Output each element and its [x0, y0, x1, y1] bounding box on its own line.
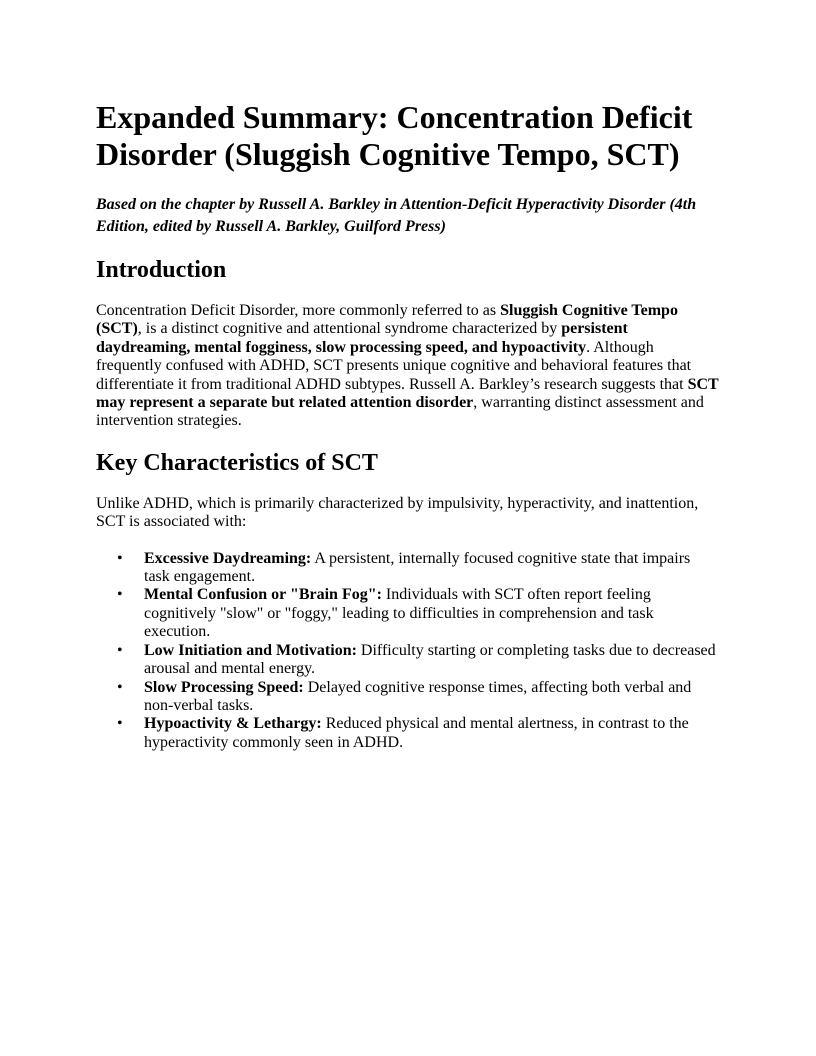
bullet-icon: • [117, 678, 123, 696]
bullet-icon: • [117, 549, 123, 567]
document-title: Expanded Summary: Concentration Deficit Disorder (Sluggish Cognitive Tempo, SCT) [96, 99, 693, 172]
intro-segment: , is a distinct cognitive and attentional syndrome characterized by [137, 320, 562, 338]
item-term: Hypoactivity & Lethargy: [144, 715, 322, 733]
key-characteristics-intro: Unlike ADHD, which is primarily characterized by impulsivity, hyperactivity, and inattention, SCT is associated with: [96, 494, 699, 531]
item-term: Low Initiation and Motivation: [144, 641, 357, 659]
characteristics-list [96, 550, 720, 752]
intro-segment: . Although frequently confused with ADHD, SCT presents unique cognitive and behavioral features that differentiate it from traditional ADHD subtypes. Russell A. Barkley’s research suggests that [96, 338, 692, 393]
list-item [117, 586, 720, 641]
bullet-icon: • [117, 715, 123, 733]
list-item [117, 678, 720, 716]
item-description: Delayed cognitive response times, affecting both verbal and non-verbal tasks. [144, 678, 692, 714]
item-description: Difficulty starting or completing tasks due to decreased arousal and mental energy. [144, 641, 716, 678]
intro-segment: Concentration Deficit Disorder, more commonly referred to as [96, 302, 501, 319]
intro-segment-bold: SCT may represent a separate but related attention disorder [96, 375, 719, 412]
intro-segment: , warranting distinct assessment and intervention strategies. [96, 394, 704, 430]
item-description: A persistent, internally focused cognitive state that impairs task engagement. [144, 549, 691, 586]
document-page [96, 96, 720, 752]
list-item [117, 715, 720, 752]
item-term: Excessive Daydreaming: [144, 549, 312, 567]
list-item [117, 641, 720, 679]
item-term: Slow Processing Speed: [144, 678, 304, 696]
intro-segment-bold: Sluggish Cognitive Tempo (SCT) [96, 302, 678, 338]
list-item [117, 549, 720, 587]
document-subtitle: Based on the chapter by Russell A. Barkley in Attention-Deficit Hyperactivity Disorder (4th Edition, edited by Russell A. Barkley, Guilford Press) [96, 196, 697, 235]
key-characteristics-heading: Key Characteristics of SCT [96, 449, 378, 476]
introduction-paragraph [96, 302, 720, 431]
item-term: Mental Confusion or "Brain Fog": [144, 586, 382, 604]
item-description: Individuals with SCT often report feeling cognitively "slow" or "foggy," leading to difficulties in comprehension and task execution. [144, 586, 654, 641]
introduction-heading: Introduction [96, 257, 227, 283]
intro-segment-bold: persistent daydreaming, mental fogginess, slow processing speed, and hypoactivity [96, 320, 628, 356]
bullet-icon: • [117, 586, 123, 604]
bullet-icon: • [117, 641, 123, 659]
item-description: Reduced physical and mental alertness, in contrast to the hyperactivity commonly seen in ADHD. [144, 715, 689, 751]
